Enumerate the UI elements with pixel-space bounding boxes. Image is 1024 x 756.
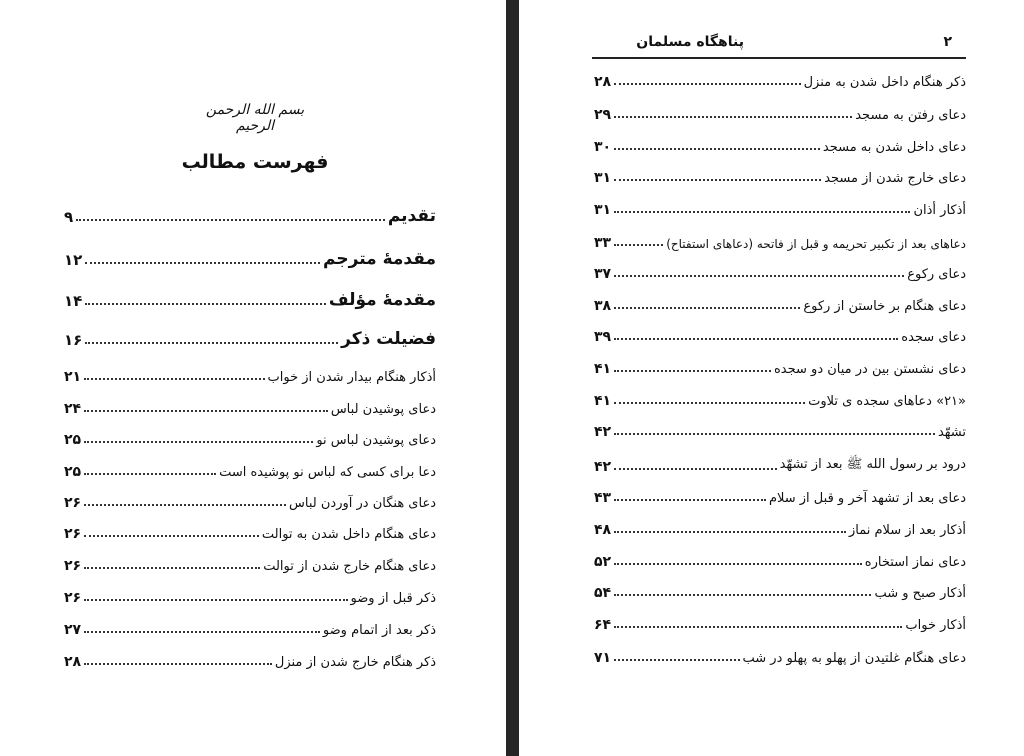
toc-entry bbox=[64, 646, 436, 670]
toc-entry bbox=[64, 582, 436, 606]
toc-entry-label: مقدمۀ مؤلف bbox=[328, 290, 436, 310]
toc-entry-page: ۱۴ bbox=[64, 292, 83, 310]
toc-entry bbox=[594, 609, 966, 633]
leader-dots bbox=[614, 306, 800, 309]
toc-entry-label: تقديم bbox=[387, 206, 436, 226]
leader-dots bbox=[84, 409, 328, 412]
toc-entry bbox=[64, 518, 436, 542]
leader-dots bbox=[614, 369, 771, 372]
toc-entry-label: دعای رفتن به مسجد bbox=[855, 108, 966, 123]
toc-entry-label: دعای داخل شدن به مسجد bbox=[822, 140, 966, 155]
toc-entry bbox=[594, 642, 966, 666]
toc-entry bbox=[64, 245, 436, 269]
left-page bbox=[0, 0, 506, 756]
toc-entry-label: ذكر هنگام خارج شدن از منزل bbox=[274, 655, 436, 670]
toc-entry-page: ۳۱ bbox=[594, 202, 612, 218]
toc-entry-label: دعای هنگام بر خاستن از ركوع bbox=[803, 299, 966, 314]
leader-dots bbox=[614, 625, 902, 628]
toc-entry bbox=[594, 385, 966, 409]
toc-entry-label: دعای پوشيدن لباس نو bbox=[316, 433, 436, 448]
toc-entry bbox=[64, 325, 436, 349]
toc-entry bbox=[594, 162, 966, 186]
toc-entry-label: دعای نماز استخاره bbox=[864, 555, 966, 570]
leader-dots bbox=[614, 432, 935, 435]
leader-dots bbox=[614, 147, 820, 150]
leader-dots bbox=[614, 115, 852, 118]
toc-entry-label: ذكر بعد از اتمام وضو bbox=[322, 623, 436, 638]
toc-entry-page: ۲۸ bbox=[594, 74, 612, 90]
toc-entry-page: ۴۸ bbox=[594, 522, 612, 538]
toc-entry bbox=[64, 456, 436, 480]
toc-entry bbox=[594, 416, 966, 440]
toc-entry-page: ۶۴ bbox=[594, 617, 612, 633]
toc-entry bbox=[594, 66, 966, 90]
leader-dots bbox=[84, 662, 272, 665]
toc-entry-label: مقدمۀ مترجم bbox=[323, 249, 436, 269]
book-gutter bbox=[506, 0, 519, 756]
toc-entry bbox=[594, 227, 966, 251]
leader-dots bbox=[614, 243, 663, 246]
leader-dots bbox=[614, 210, 910, 213]
toc-entry bbox=[594, 99, 966, 123]
toc-entry-page: ۳۸ bbox=[594, 298, 612, 314]
header-page-number: ۲ bbox=[943, 34, 952, 50]
toc-entry-page: ۲۵ bbox=[64, 464, 82, 480]
toc-entry-page: ۲۷ bbox=[64, 622, 82, 638]
toc-entry-label: أذكار خواب bbox=[905, 618, 966, 633]
toc-entry-label: دعا برای كسی كه لباس نو پوشيده است bbox=[219, 465, 436, 480]
toc-entry bbox=[64, 487, 436, 511]
toc-entry-page: ۷۱ bbox=[594, 650, 612, 666]
toc-entry-label: دعای پوشيدن لباس bbox=[330, 402, 436, 417]
toc-entry-page: ۳۷ bbox=[594, 266, 612, 282]
basmala-calligraphy: بسم الله الرحمن الرحيم bbox=[205, 102, 305, 134]
leader-dots bbox=[84, 534, 259, 537]
toc-entry-page: ۴۱ bbox=[594, 361, 612, 377]
toc-entry-label: دعای هنگام غلتيدن از پهلو به پهلو در شب bbox=[742, 651, 966, 666]
toc-entry-page: ۴۱ bbox=[594, 393, 612, 409]
toc-entry-label: أذكار أذان bbox=[913, 203, 966, 218]
toc-entry-page: ۳۹ bbox=[594, 329, 612, 345]
toc-entry-page: ۳۱ bbox=[594, 170, 612, 186]
toc-entry bbox=[64, 286, 436, 310]
leader-dots bbox=[614, 178, 821, 181]
leader-dots bbox=[85, 302, 326, 305]
toc-entry-page: ۴۲ bbox=[594, 459, 612, 475]
toc-entry-label: «۲۱» دعاهای سجده ی تلاوت bbox=[808, 394, 966, 409]
toc-entry bbox=[64, 424, 436, 448]
toc-entry-page: ۲۴ bbox=[64, 401, 82, 417]
toc-entry-page: ۲۶ bbox=[64, 590, 82, 606]
toc-title: فهرست مطالب bbox=[181, 151, 329, 173]
toc-entry bbox=[64, 393, 436, 417]
toc-entry-label: أذكار صبح و شب bbox=[874, 586, 966, 601]
toc-entry-page: ۲۹ bbox=[594, 107, 612, 123]
leader-dots bbox=[84, 472, 216, 475]
toc-entry bbox=[594, 194, 966, 218]
toc-entry-label: دعاهای بعد از تكبير تحريمه و قبل از فاتحه (دعاهای استفتاح) bbox=[666, 237, 966, 251]
toc-entry-page: ۲۵ bbox=[64, 432, 82, 448]
toc-entry-label: دعای بعد از تشهد آخر و قبل از سلام bbox=[768, 491, 966, 506]
toc-entry-page: ۳۰ bbox=[594, 139, 612, 155]
toc-entry-label: دعای ركوع bbox=[907, 267, 966, 282]
toc-entry-label: دعای هنگام خارج شدن از توالت bbox=[263, 559, 436, 574]
toc-entry bbox=[594, 131, 966, 155]
toc-entry bbox=[594, 353, 966, 377]
toc-entry bbox=[64, 614, 436, 638]
toc-entry-page: ۱۲ bbox=[64, 251, 83, 269]
toc-entry-label: أذكار بعد از سلام نماز bbox=[848, 523, 966, 538]
leader-dots bbox=[614, 562, 862, 565]
leader-dots bbox=[614, 401, 805, 404]
leader-dots bbox=[614, 467, 777, 470]
toc-entry-label: فضيلت ذكر bbox=[341, 329, 436, 349]
leader-dots bbox=[85, 261, 320, 264]
toc-entry-page: ۴۳ bbox=[594, 490, 612, 506]
leader-dots bbox=[614, 274, 904, 277]
toc-entry bbox=[594, 290, 966, 314]
toc-entry-page: ۲۱ bbox=[64, 369, 82, 385]
leader-dots bbox=[85, 341, 338, 344]
header-title: پناهگاه مسلمان bbox=[636, 34, 744, 50]
running-header bbox=[596, 34, 958, 54]
leader-dots bbox=[614, 337, 898, 340]
toc-entry-page: ۲۶ bbox=[64, 558, 82, 574]
leader-dots bbox=[76, 218, 385, 221]
leader-dots bbox=[614, 498, 766, 501]
leader-dots bbox=[614, 530, 846, 533]
toc-entry-label: أذكار هنگام بيدار شدن از خواب bbox=[267, 370, 436, 385]
toc-entry-label: تشهّد bbox=[937, 425, 966, 440]
toc-entry-page: ۲۶ bbox=[64, 526, 82, 542]
leader-dots bbox=[84, 630, 320, 633]
toc-entry-page: ۲۸ bbox=[64, 654, 82, 670]
toc-entry bbox=[594, 577, 966, 601]
toc-entry-page: ۳۳ bbox=[594, 235, 612, 251]
leader-dots bbox=[614, 593, 871, 596]
header-rule bbox=[592, 57, 966, 59]
toc-entry bbox=[594, 514, 966, 538]
toc-entry-page: ۵۴ bbox=[594, 585, 612, 601]
toc-entry bbox=[594, 482, 966, 506]
toc-entry-page: ۹ bbox=[64, 208, 74, 226]
leader-dots bbox=[614, 82, 800, 85]
toc-entry-label: دعای نشستن بين در ميان دو سجده bbox=[774, 362, 966, 377]
toc-entry-label: ذكر هنگام داخل شدن به منزل bbox=[803, 75, 966, 90]
toc-entry bbox=[594, 451, 966, 475]
toc-entry-page: ۲۶ bbox=[64, 495, 82, 511]
toc-entry-label: ذكر قبل از وضو bbox=[350, 591, 436, 606]
toc-entry-label: درود بر رسول الله ﷺ بعد از تشهّد bbox=[779, 457, 966, 472]
toc-entry-label: دعای هنگام داخل شدن به توالت bbox=[261, 527, 436, 542]
leader-dots bbox=[84, 566, 260, 569]
toc-entry-page: ۴۲ bbox=[594, 424, 612, 440]
toc-entry bbox=[594, 321, 966, 345]
toc-entry-label: دعای سجده bbox=[901, 330, 966, 345]
leader-dots bbox=[84, 440, 313, 443]
toc-entry bbox=[594, 546, 966, 570]
toc-entry-label: دعای هنگان در آوردن لباس bbox=[289, 496, 436, 511]
toc-entry bbox=[64, 202, 436, 226]
leader-dots bbox=[614, 658, 739, 661]
toc-entry-page: ۵۲ bbox=[594, 554, 612, 570]
leader-dots bbox=[84, 503, 286, 506]
leader-dots bbox=[84, 377, 264, 380]
toc-entry bbox=[64, 550, 436, 574]
toc-entry-page: ۱۶ bbox=[64, 331, 83, 349]
toc-entry bbox=[64, 361, 436, 385]
leader-dots bbox=[84, 598, 347, 601]
toc-entry bbox=[594, 258, 966, 282]
toc-entry-label: دعای خارج شدن از مسجد bbox=[824, 171, 966, 186]
